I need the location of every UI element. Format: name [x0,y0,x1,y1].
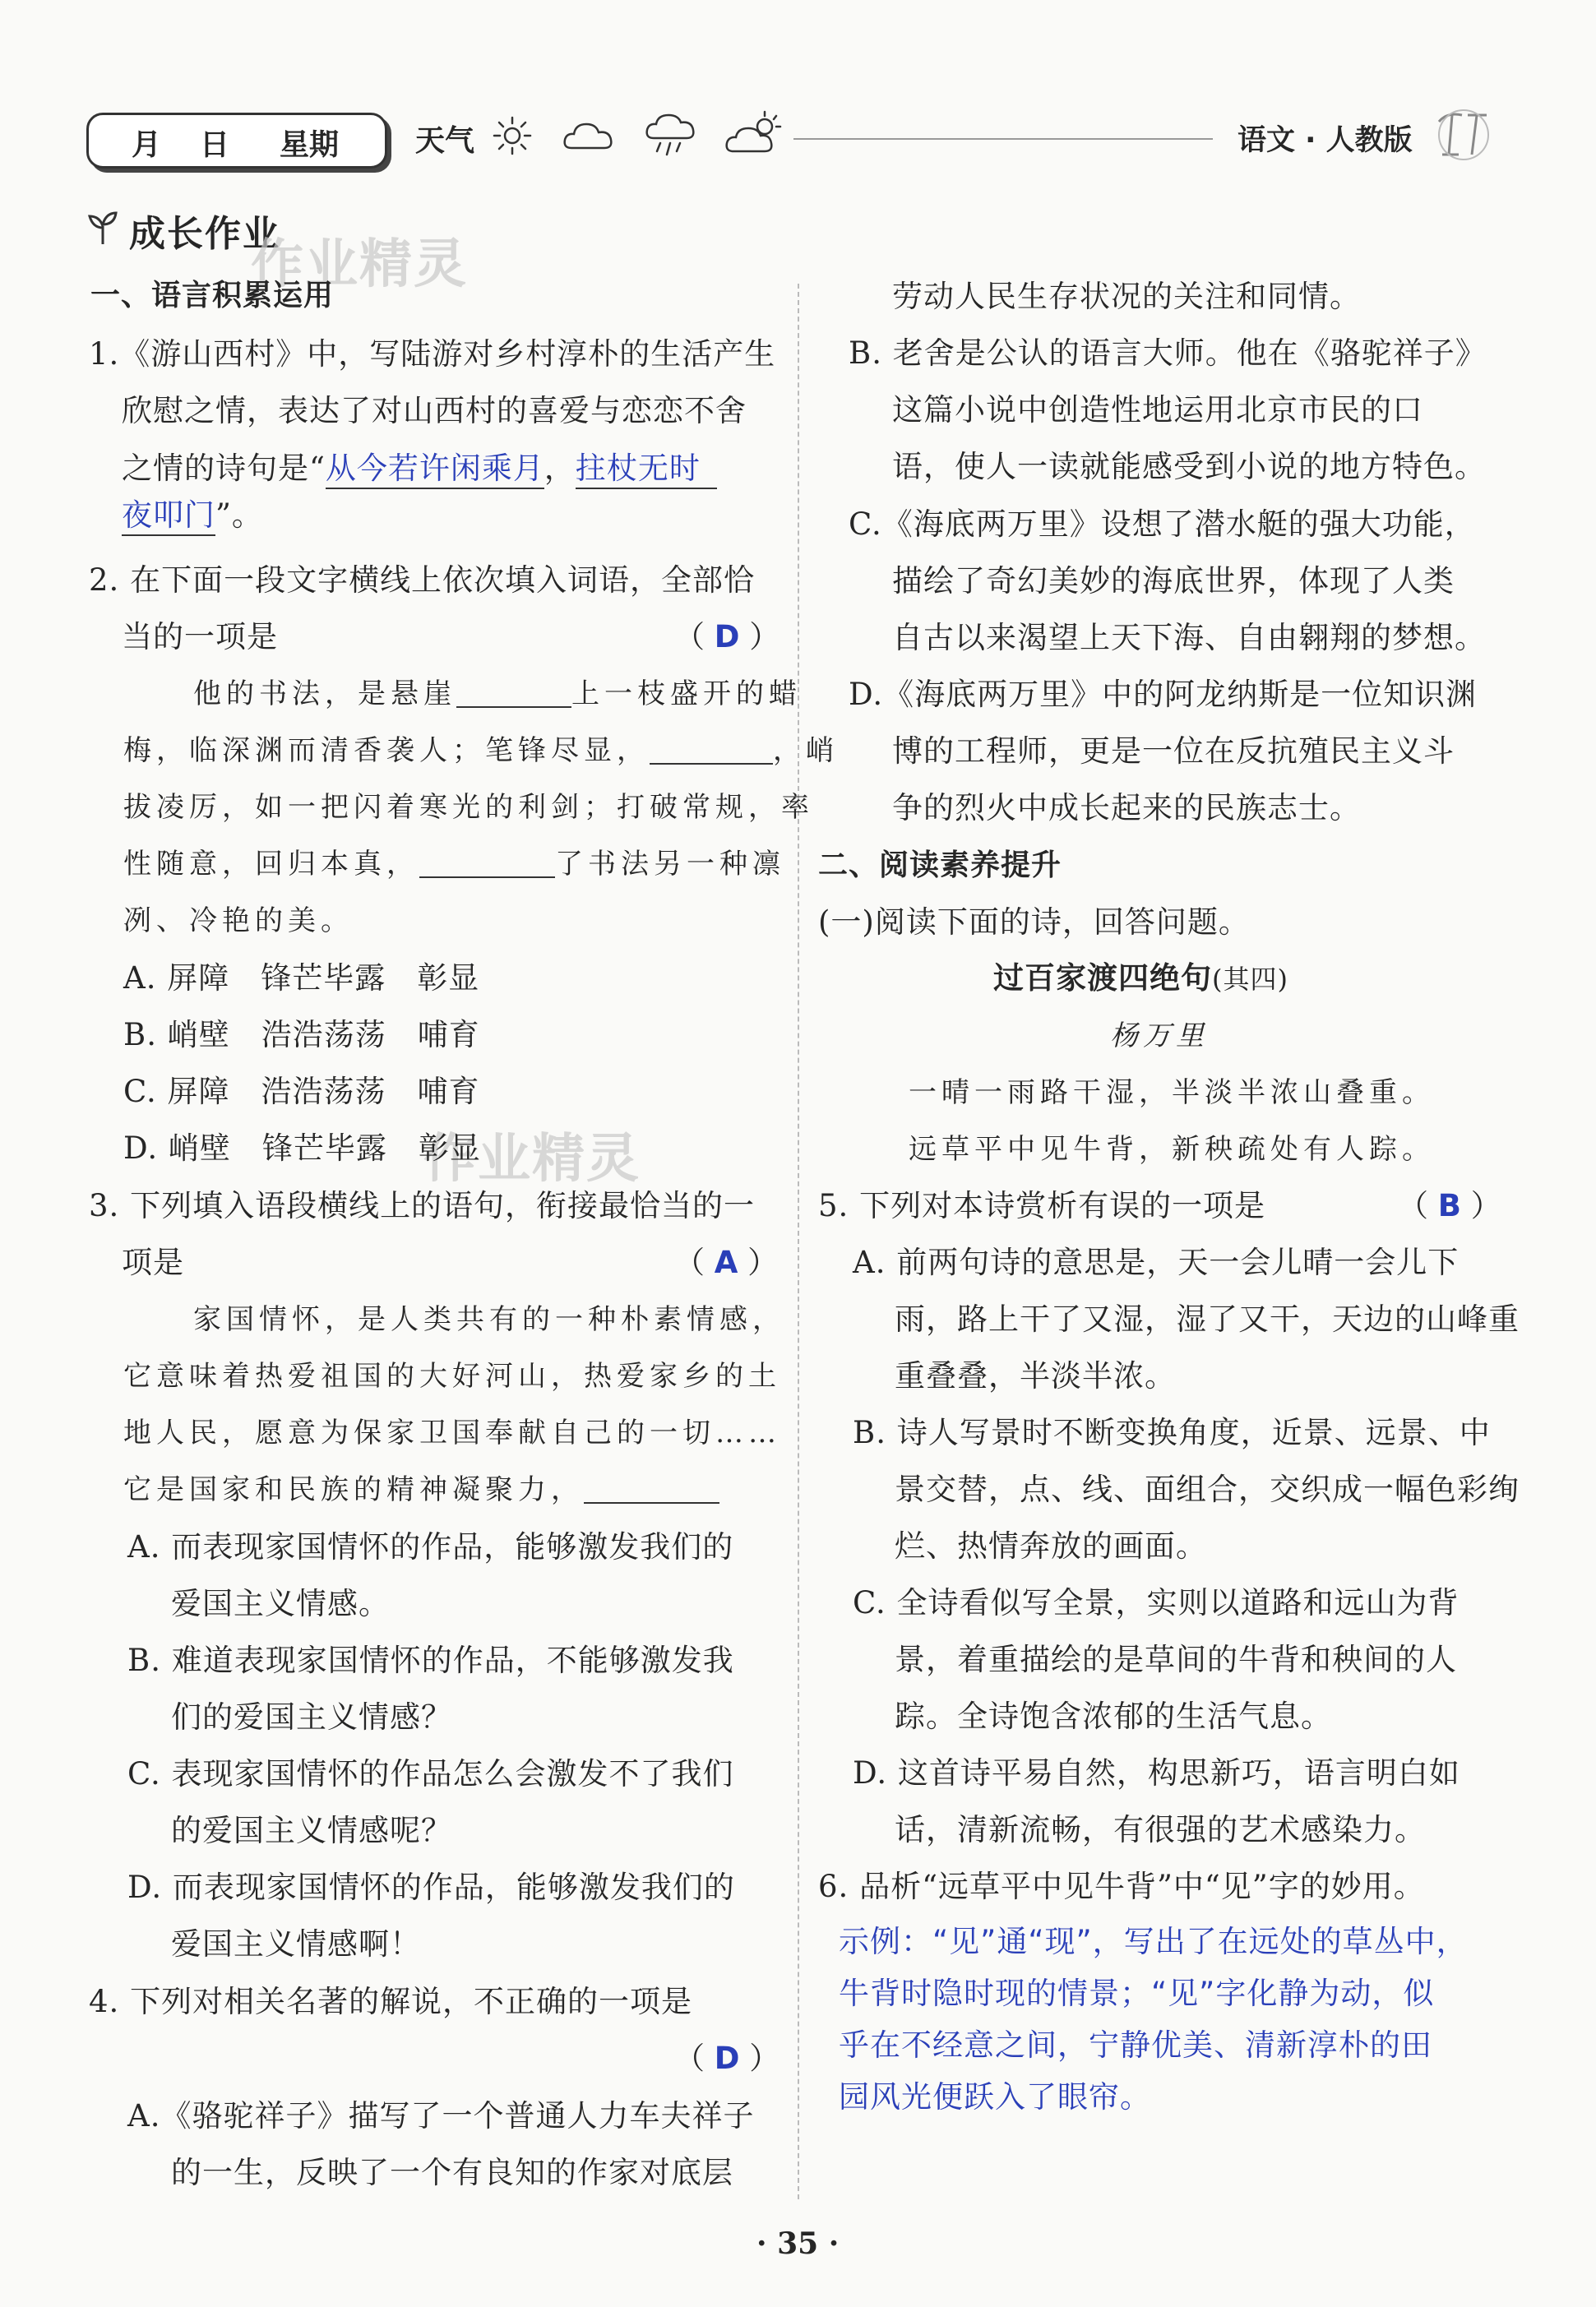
q4-option-b1: B. 老舍是公认的语言大师。他在《骆驼祥子》 [849,335,1487,371]
q5-option-a1: A. 前两句诗的意思是，天一会儿晴一会儿下 [853,1245,1460,1280]
q3-passage-4 [123,1472,719,1508]
header [0,0,1596,189]
q6-answer-2: 牛背时隐时现的情景；“见”字化静为动，似 [839,1976,1435,2011]
q2-passage-2b: ，峭 [773,734,839,767]
q2-passage-1b: 上一枝盛开的蜡 [571,677,802,710]
weather-label: 天气 [415,124,475,158]
poem-line-1: 一晴一雨路干湿，半淡半浓山叠重。 [909,1076,1435,1109]
date-box [86,113,387,169]
q3-option-a1: A. 而表现家国情怀的作品，能够激发我们的 [127,1529,734,1565]
q2-answer: D [714,619,740,654]
q1-answer-part2: 拄杖无时 [576,451,717,489]
q5-option-c3: 踪。全诗饱含浓郁的生活气息。 [895,1699,1332,1734]
q4-option-d1: D.《海底两万里》中的阿龙纳斯是一位知识渊 [849,677,1478,712]
q4-option-d2: 博的工程师，更是一位在反抗殖民主义斗 [892,733,1455,769]
q4-answer-paren: （ D ） [674,2041,780,2076]
q1-line1: 1.《游山西村》中，写陆游对乡村淳朴的生活产生 [89,336,776,372]
blank-1 [456,678,571,708]
q3-line2: 项是 [122,1245,184,1280]
q2-passage-1 [193,676,802,712]
q5-option-a2: 雨，路上干了又湿，湿了又干，天边的山峰重 [895,1301,1520,1337]
q5-option-c1: C. 全诗看似写全景，实则以道路和远山为背 [853,1585,1460,1620]
q2-passage-2 [123,733,839,769]
q4-option-c2: 描绘了奇幻美妙的海底世界，体现了人类 [892,563,1455,599]
reading-intro: (一)阅读下面的诗，回答问题。 [818,904,1250,940]
subject-label: 语文 · 人教版 [1237,124,1413,157]
q5-option-d2: 话，清新流畅，有很强的艺术感染力。 [895,1812,1426,1847]
q2-passage-4b: 了书法另一种凛 [555,848,785,881]
q3-answer: A [714,1245,738,1280]
header-rule [793,138,1213,140]
q5-option-b3: 烂、热情奔放的画面。 [895,1528,1207,1564]
q5-answer: B [1437,1188,1461,1223]
poem-title-sub: (其四) [1212,964,1288,995]
weekday-label: 星期 [280,128,340,162]
q2-line2: 当的一项是 [122,619,278,654]
q1-prompt: 之情的诗句是“ [122,451,326,486]
month-label: 月 [132,128,162,162]
sun-icon [492,115,533,156]
q6-line1: 6. 品析“远草平中见牛背”中“见”字的妙用。 [818,1869,1425,1904]
poem-author: 杨万里 [1110,1019,1209,1052]
q3-passage-3: 地人民，愿意为保家卫国奉献自己的一切…… [123,1417,781,1449]
watermark-mid: 作业精灵 [423,1129,641,1190]
q2-answer-paren: （ D ） [674,619,780,654]
q3-option-c1: C. 表现家国情怀的作品怎么会激发不了我们 [127,1756,734,1792]
q4-line1: 4. 下列对相关名著的解说，不正确的一项是 [89,1984,693,2019]
cloud-icon [562,117,616,155]
q5-option-d1: D. 这首诗平易自然，构思新巧，语言明白如 [853,1755,1460,1791]
q6-answer-3: 乎在不经意之间，宁静优美、清新淳朴的田 [839,2027,1432,2063]
q3-option-d1: D. 而表现家国情怀的作品，能够激发我们的 [127,1870,735,1905]
q2-option-d: D. 峭壁 锋芒毕露 彰显 [123,1130,481,1166]
q4-option-c1: C.《海底两万里》设想了潜水艇的强大功能， [849,506,1476,542]
q3-passage-1: 家国情怀，是人类共有的一种朴素情感， [193,1303,785,1336]
q2-line1: 2. 在下面一段文字横线上依次填入词语，全部恰 [89,562,756,598]
sprout-icon [86,208,119,246]
q2-option-a: A. 屏障 锋芒毕露 彰显 [123,960,480,996]
poem-line-2: 远草平中见牛背，新秧疏处有人踪。 [909,1133,1435,1166]
q6-answer-4: 园风光便跃入了眼帘。 [839,2079,1151,2115]
q4-option-a2: 的一生，反映了一个有良知的作家对底层 [171,2155,733,2190]
q4-option-a3: 劳动人民生存状况的关注和同情。 [892,279,1361,314]
q1-answer-part1: 从今若许闲乘月 [326,451,544,489]
q3-answer-paren: （ A ） [674,1245,779,1280]
blank-4 [584,1474,719,1504]
q4-answer: D [714,2041,740,2076]
column-divider [798,284,799,2199]
q2-option-b: B. 峭壁 浩浩荡荡 哺育 [123,1017,480,1052]
q4-option-d3: 争的烈火中成长起来的民族志士。 [892,790,1361,825]
section-heading-2: 二、阅读素养提升 [818,848,1062,882]
q3-option-b2: 们的爱国主义情感？ [171,1699,452,1735]
q2-passage-4a: 性随意，回归本真， [123,848,419,881]
blank-3 [419,848,555,878]
q5-answer-paren: （ B ） [1398,1188,1501,1223]
q5-option-a3: 重叠叠，半淡半浓。 [895,1358,1176,1394]
q3-passage-4a: 它是国家和民族的精神凝聚力， [123,1473,584,1506]
q2-passage-3: 拔凌厉，如一把闪着寒光的利剑；打破常规，率 [123,791,814,824]
watermark-top: 作业精灵 [251,234,468,295]
q2-passage-2a: 梅，临深渊而清香袭人；笔锋尽显， [123,734,650,767]
q3-option-b1: B. 难道表现家国情怀的作品，不能够激发我 [127,1643,734,1678]
page-number: · 35 · [756,2226,840,2261]
q1-sep: ， [544,451,576,486]
q3-option-c2: 的爱国主义情感呢？ [171,1813,452,1848]
q3-passage-2: 它意味着热爱祖国的大好河山，热爱家乡的土 [123,1360,781,1393]
q5-option-b2: 景交替，点、线、面组合，交织成一幅色彩绚 [895,1472,1520,1507]
poem-title-text: 过百家渡四绝句 [993,960,1212,996]
q1-end: ”。 [215,497,263,533]
q3-option-a2: 爱国主义情感。 [171,1586,390,1621]
q1-answer-part3: 夜叩门 [122,497,215,536]
logo-icon [1431,105,1497,163]
poem-title [993,960,1288,997]
blank-2 [650,735,773,765]
q5-option-b1: B. 诗人写景时不断变换角度，近景、远景、中 [853,1415,1491,1450]
q2-passage-5: 冽、冷艳的美。 [123,904,354,937]
q3-option-d2: 爱国主义情感啊！ [171,1926,421,1962]
q3-line1: 3. 下列填入语段横线上的语句，衔接最恰当的一 [89,1188,756,1223]
q6-answer-1: 示例：“见”通“现”，写出了在远处的草丛中， [839,1924,1468,1959]
q4-option-c3: 自古以来渴望上天下海、自由翱翔的梦想。 [892,620,1486,655]
q1-line2: 欣慰之情，表达了对山西村的喜爱与恋恋不舍 [122,393,747,428]
q5-line1: 5. 下列对本诗赏析有误的一项是 [818,1188,1266,1223]
partly-cloudy-icon [724,109,785,158]
q4-option-b2: 这篇小说中创造性地运用北京市民的口 [892,392,1423,428]
q4-option-b3: 语，使人一读就能感受到小说的地方特色。 [892,449,1486,484]
q1-line4 [122,497,263,534]
q2-passage-4 [123,846,785,882]
q1-line3 [122,451,717,487]
day-label: 日 [200,128,230,162]
q2-option-c: C. 屏障 浩浩荡荡 哺育 [123,1074,480,1109]
section-heading: 一、语言积累运用 [90,279,335,312]
rain-icon [644,112,698,161]
q4-option-a1: A.《骆驼祥子》描写了一个普通人力车夫祥子 [127,2098,755,2134]
section-title: 成长作业 [129,213,280,255]
q5-option-c2: 景，着重描绘的是草间的牛背和秧间的人 [895,1642,1457,1677]
q2-passage-1a: 他的书法，是悬崖 [193,677,456,710]
